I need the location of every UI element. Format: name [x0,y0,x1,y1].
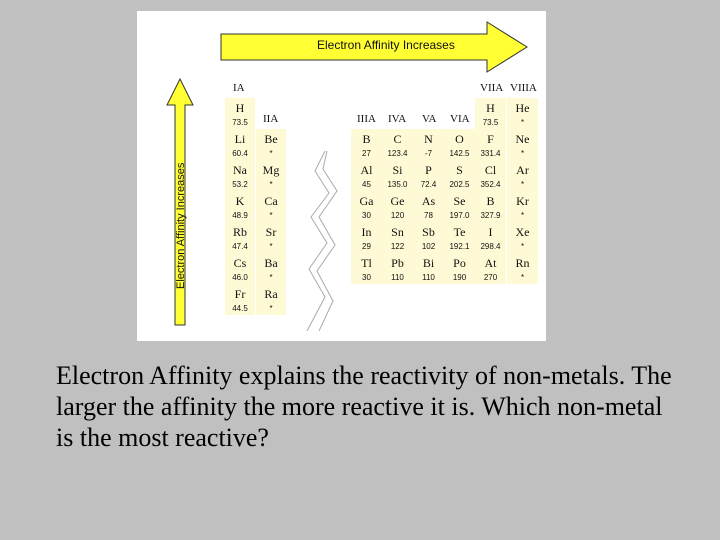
element-cell [413,253,444,284]
element-cell [256,253,286,284]
group-label-iia: IIA [263,113,279,125]
element-affinity-value: * [269,242,273,251]
element-affinity-value: * [520,211,525,220]
element-symbol: Al [360,163,373,177]
element-symbol: Na [233,163,247,177]
element-cell [444,191,475,222]
element-cell [382,129,413,160]
element-affinity-value: 29 [362,242,371,251]
element-symbol: C [393,132,402,146]
group-label-viiia: VIIIA [510,82,537,94]
element-affinity-value: * [269,180,273,189]
group-label-iva: IVA [388,113,407,125]
element-cell [351,253,382,284]
element-symbol: Be [264,132,278,146]
element-affinity-value: 73.5 [482,118,499,127]
element-symbol: S [456,163,463,177]
element-affinity-value: 44.5 [232,304,248,313]
element-affinity-value: 120 [390,211,405,220]
element-affinity-value: 352.4 [480,180,501,189]
element-symbol: Po [453,256,466,270]
question-text: Electron Affinity explains the reactivity of non-metals. The larger the affinity the more reactive it is. Which non-metal is the most reactive? [56,361,672,452]
element-affinity-value: 30 [362,273,371,282]
element-symbol: Ba [264,256,278,270]
element-cell [413,160,444,191]
element-symbol: Pb [391,256,404,270]
element-affinity-value: -7 [424,149,433,158]
element-symbol: K [235,194,245,208]
element-affinity-value: 60.4 [232,149,248,158]
element-cell [444,253,475,284]
element-symbol: Rb [232,225,247,239]
group-label-ia: IA [233,82,245,94]
element-affinity-value: 110 [422,273,435,282]
element-affinity-value: 190 [452,273,467,282]
element-cell [413,191,444,222]
element-cell [351,160,382,191]
element-affinity-value: 72.4 [420,180,437,189]
group-label-viia: VIIA [480,82,504,94]
element-affinity-value: * [520,180,525,189]
element-symbol: Si [392,163,403,177]
element-symbol: Ne [515,132,530,146]
element-symbol: O [455,132,464,146]
element-symbol: Sb [422,225,435,239]
element-symbol: Se [453,194,466,208]
element-affinity-value: 45 [362,180,371,189]
element-symbol: Bi [422,256,435,270]
element-affinity-value: 53.2 [232,180,248,189]
element-cell [256,160,286,191]
element-affinity-value: * [520,273,525,282]
element-symbol: B [486,194,495,208]
element-affinity-value: 192.1 [449,242,470,251]
element-affinity-value: * [520,242,525,251]
element-cell [475,253,506,284]
element-affinity-value: 135.0 [387,180,408,189]
element-affinity-value: * [520,149,525,158]
element-affinity-value: 30 [362,211,371,220]
element-affinity-value: 78 [424,211,433,220]
element-cell [256,191,286,222]
element-cell [225,98,255,129]
element-affinity-value: 298.4 [480,242,501,251]
element-cell [444,129,475,160]
element-affinity-value: * [269,304,273,313]
element-symbol: H [486,101,495,115]
element-symbol: Sr [265,225,277,239]
element-cell [351,129,382,160]
element-symbol: P [425,163,432,177]
element-cell [507,222,538,253]
element-symbol: Ca [264,194,278,208]
element-symbol: N [424,132,433,146]
element-cell [225,284,255,315]
element-cell [413,222,444,253]
element-symbol: Xe [515,225,530,239]
element-symbol: Ge [390,194,405,208]
table-break [297,151,347,331]
element-symbol: As [421,194,436,208]
element-affinity-value: 48.9 [232,211,248,220]
element-cell [507,160,538,191]
element-cell [382,253,413,284]
element-symbol: Cl [484,163,497,177]
element-symbol: Ga [359,194,374,208]
electron-affinity-figure: Electron Affinity Increases Electron Affinity Increases IA IIA IIIA IVA VA VIA VIIA VIIIA H 73.5 Li 60.4 Be * Na 53.2 Mg * K 48.9 Ca * Rb 47.4 Sr * Cs 46.0 Ba * Fr 44.5 Ra * H 73.5 He * B 27 C 123.4 N -7 O 142.5 F 331.4 Ne * Al 45 Si 135.0 P 72.4 S 202.5 Cl 352.4 Ar * Ga 30 Ge 120 As 78 Se 197.0 B 327.9 Kr * In 29 Sn 122 Sb 102 Te 192.1 I 298.4 Xe * Tl 30 Pb 110 Bi 110 Po 190 At 270 Rn * [137,11,546,341]
element-symbol: H [235,101,245,115]
element-affinity-value: 327.9 [480,211,501,220]
element-cell [507,253,538,284]
element-symbol: F [487,132,494,146]
element-symbol: Li [234,132,246,146]
element-affinity-value: 46.0 [232,273,248,282]
element-cell [475,160,506,191]
element-symbol: He [515,101,530,115]
element-affinity-value: 102 [421,242,436,251]
element-affinity-value: 47.4 [232,242,248,251]
element-affinity-value: 73.5 [232,118,248,127]
element-cell [475,222,506,253]
group-label-va: VA [422,113,437,125]
horizontal-arrow-label: Electron Affinity Increases [317,38,455,52]
element-symbol: At [484,256,497,270]
element-cell [382,191,413,222]
element-cell [444,222,475,253]
element-cell [225,129,255,160]
group-label-via: VIA [450,113,470,125]
element-affinity-value: * [269,273,273,282]
element-symbol: Te [453,225,466,239]
element-symbol: Kr [516,194,529,208]
element-cell [413,129,444,160]
element-affinity-value: 122 [390,242,405,251]
element-cell [225,160,255,191]
element-affinity-value: * [520,118,525,127]
element-cell [507,129,538,160]
element-cell [475,98,506,129]
element-symbol: Cs [233,256,247,270]
element-cell [475,191,506,222]
element-cell [351,222,382,253]
element-affinity-value: 110 [391,273,404,282]
element-symbol: Tl [361,256,372,270]
group-label-iiia: IIIA [357,113,376,125]
element-affinity-value: 331.4 [480,149,501,158]
element-cell [444,160,475,191]
element-symbol: Mg [262,163,280,177]
element-affinity-value: * [269,149,273,158]
element-cell [225,253,255,284]
element-symbol: Fr [234,287,246,301]
element-cell [256,129,286,160]
element-symbol: In [361,225,372,239]
element-cell [256,284,286,315]
element-affinity-value: 123.4 [387,149,408,158]
element-affinity-value: 202.5 [449,180,470,189]
element-symbol: Ar [516,163,529,177]
element-symbol: I [488,225,493,239]
element-cell [475,129,506,160]
element-affinity-value: 142.5 [449,149,470,158]
element-cell [382,160,413,191]
element-cell [225,191,255,222]
element-cell [256,222,286,253]
element-symbol: Rn [515,256,530,270]
element-affinity-value: 197.0 [449,211,470,220]
element-cell [507,191,538,222]
element-symbol: Sn [391,225,404,239]
element-symbol: B [362,132,371,146]
element-cell [225,222,255,253]
element-affinity-value: 27 [362,149,371,158]
element-cell [382,222,413,253]
element-cell [351,191,382,222]
element-symbol: Ra [264,287,278,301]
element-cell [507,98,538,129]
element-affinity-value: 270 [483,273,498,282]
element-affinity-value: * [269,211,273,220]
